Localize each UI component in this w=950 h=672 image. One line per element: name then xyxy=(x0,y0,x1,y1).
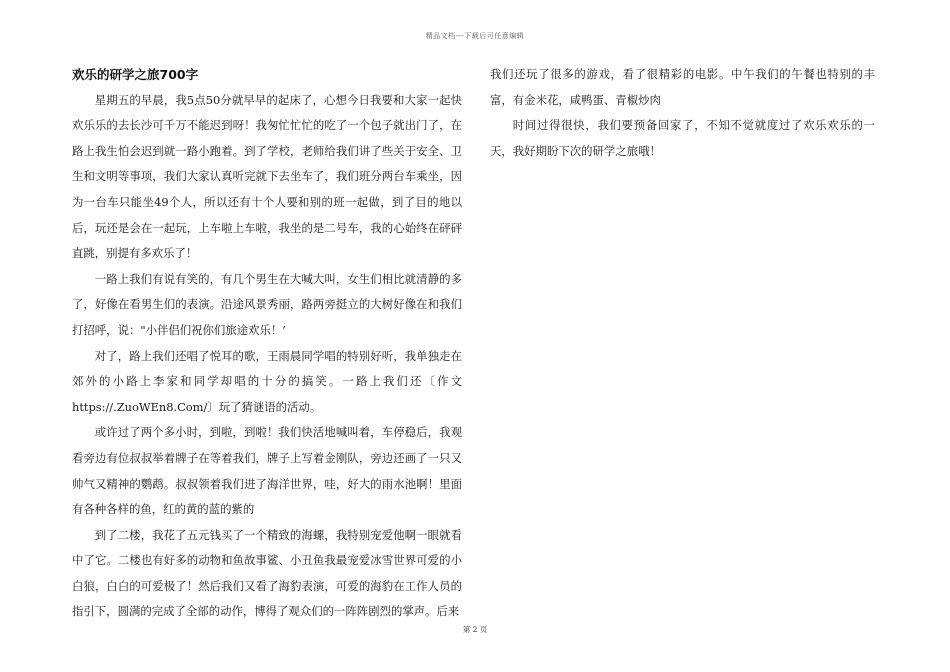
left-column xyxy=(72,62,462,625)
paragraph: 一路上我们有说有笑的，有几个男生在大喊大叫，女生们相比就清静的多了，好像在看男生们的表演。沿途风景秀丽，路两旁挺立的大树好像在和我们打招呼，说："小伴侣们祝你们旅途欢乐！’ xyxy=(72,271,462,337)
article-title: 欢乐的研学之旅700字 xyxy=(72,67,199,82)
paragraph: 或许过了两个多小时，到啦，到啦！我们快活地喊叫着，车停稳后，我观看旁边有位叔叔举着牌子在等着我们，牌子上写着金刚队，旁边还画了一只又帅气又精神的鹦鹉。叔叔领着我们进了海洋世界，哇，好大的雨水池啊！里面有各种各样的鱼，红的黄的蓝的紫的 xyxy=(72,425,462,517)
page-header: 精品文档---下载后可任意编辑 xyxy=(425,32,525,40)
paragraph: 对了，路上我们还唱了悦耳的歌，王雨晨同学唱的特别好听，我单独走在郊外的小路上李家和同学却唱的十分的搞笑。一路上我们还〔作文https://.ZuoWEn8.Com/〕玩了猜谜语的活动。 xyxy=(72,348,462,414)
page-number: 第 2 页 xyxy=(462,625,488,634)
paragraph: 到了二楼，我花了五元钱买了一个精致的海螺，我特别宠爱他啊一眼就看中了它。二楼也有好多的动物和鱼故事鲨、小丑鱼我最宠爱冰雪世界可爱的小白狼，白白的可爱极了！然后我们又看了海豹表演，可爱的海豹在工作人员的指引下，圆满的完成了全部的动作，博得了观众们的一阵阵剧烈的掌声。后来 xyxy=(72,527,462,619)
paragraph: 时间过得很快，我们要预备回家了，不知不觉就度过了欢乐欢乐的一天，我好期盼下次的研学之旅哦！ xyxy=(490,118,875,158)
paragraph-continuation: 我们还玩了很多的游戏，看了很精彩的电影。中午我们的午餐也特别的丰富，有金米花，咸鸭蛋、青椒炒肉 xyxy=(490,67,875,107)
paragraph: 星期五的早晨，我5点50分就早早的起床了，心想今日我要和大家一起快欢乐乐的去长沙可千万不能迟到呀！我匆忙忙忙的吃了一个包子就出门了，在路上我生怕会迟到就一路小跑着。到了学校，老师给我们讲了些关于安全、卫生和文明等事项，我们大家认真听完就下去坐车了，我们班分两台车乘坐，因为一台车只能坐49个人，所以还有十个人要和别的班一起做，到了目的地以后，玩还是会在一起玩，上车啦上车啦，我坐的是二号车，我的心始终在砰砰直跳，别提有多欢乐了！ xyxy=(72,92,462,261)
right-column xyxy=(490,62,875,164)
